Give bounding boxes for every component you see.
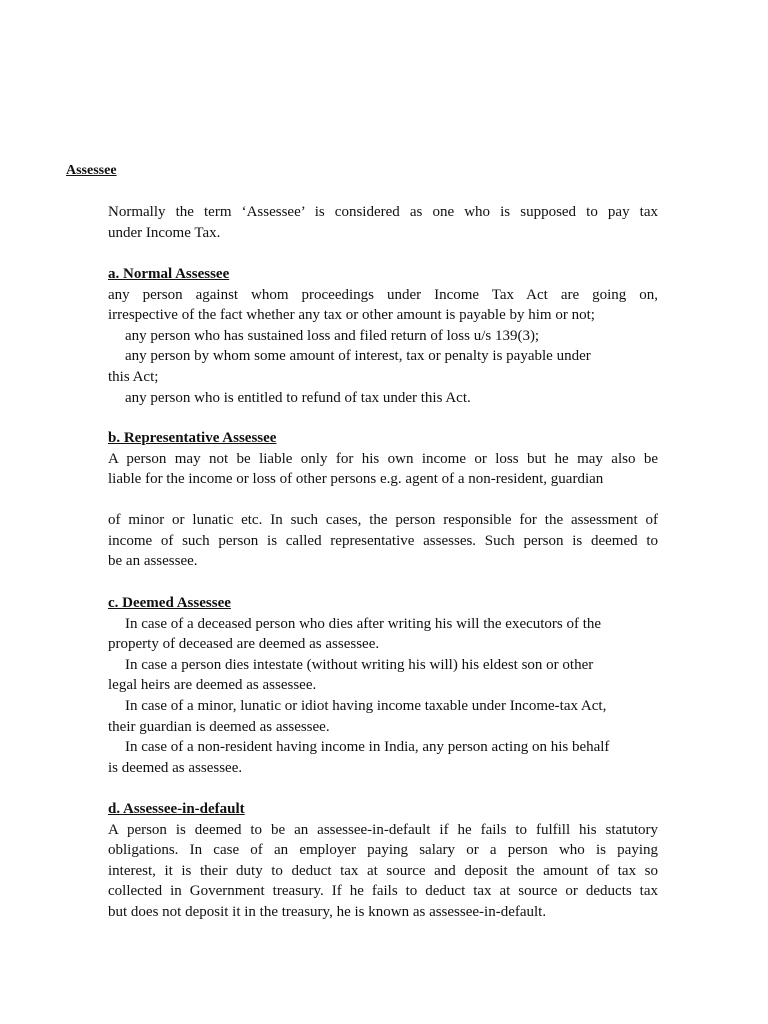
section-line: but does not deposit it in the treasury, he is known as assessee-in-default. [108, 903, 547, 920]
section-line: their guardian is deemed as assessee. [108, 718, 330, 735]
section-line: this Act; [108, 368, 159, 385]
section-line: obligations. In case of an employer paying salary or a person who is paying [108, 842, 658, 859]
intro-line: Normally the term ‘Assessee’ is considered as one who is supposed to pay tax [108, 204, 658, 220]
section-line: legal heirs are deemed as assessee. [108, 677, 317, 694]
section-line: of minor or lunatic etc. In such cases, the person responsible for the assessment of [108, 512, 658, 528]
section-line: In case of a deceased person who dies after writing his will the executors of the [125, 615, 602, 632]
document-title: Assessee [66, 163, 117, 178]
section-line: irrespective of the fact whether any tax or other amount is payable by him or not; [108, 307, 595, 324]
intro-line: under Income Tax. [108, 224, 221, 241]
section-heading: c. Deemed Assessee [108, 595, 231, 611]
section-line: interest, it is their duty to deduct tax at source and deposit the amount of tax so [108, 862, 658, 879]
section-line: any person by whom some amount of interest, tax or penalty is payable under [125, 348, 591, 365]
section-line: collected in Government treasury. If he fails to deduct tax at source or deducts tax [108, 883, 658, 900]
section-line: In case a person dies intestate (without writing his will) his eldest son or other [125, 656, 594, 673]
section-line: be an assessee. [108, 553, 198, 570]
section-line: property of deceased are deemed as assessee. [108, 636, 380, 653]
section-representative-continued [108, 510, 658, 572]
section-assessee-in-default [108, 799, 658, 923]
section-line: any person who has sustained loss and filed return of loss u/s 139(3); [125, 327, 540, 344]
section-line: liable for the income or loss of other persons e.g. agent of a non-resident, guardian [108, 471, 604, 488]
section-normal-assessee [108, 264, 658, 408]
section-line: In case of a minor, lunatic or idiot having income taxable under Income-tax Act, [125, 697, 607, 714]
section-line: income of such person is called representative assesses. Such person is deemed to [108, 532, 658, 549]
intro-paragraph [108, 202, 658, 243]
section-deemed-assessee [108, 593, 658, 778]
section-line: is deemed as assessee. [108, 759, 243, 776]
section-line: A person is deemed to be an assessee-in-default if he fails to fulfill his statutory [108, 821, 658, 838]
section-line: A person may not be liable only for his own income or loss but he may also be [108, 450, 658, 467]
section-heading: d. Assessee-in-default [108, 801, 245, 817]
section-heading: b. Representative Assessee [108, 430, 277, 446]
section-line: In case of a non-resident having income in India, any person acting on his behalf [125, 739, 610, 756]
section-heading: a. Normal Assessee [108, 266, 230, 282]
section-line: any person who is entitled to refund of tax under this Act. [125, 389, 471, 406]
section-representative-assessee [108, 428, 658, 490]
section-line: any person against whom proceedings under Income Tax Act are going on, [108, 286, 658, 303]
